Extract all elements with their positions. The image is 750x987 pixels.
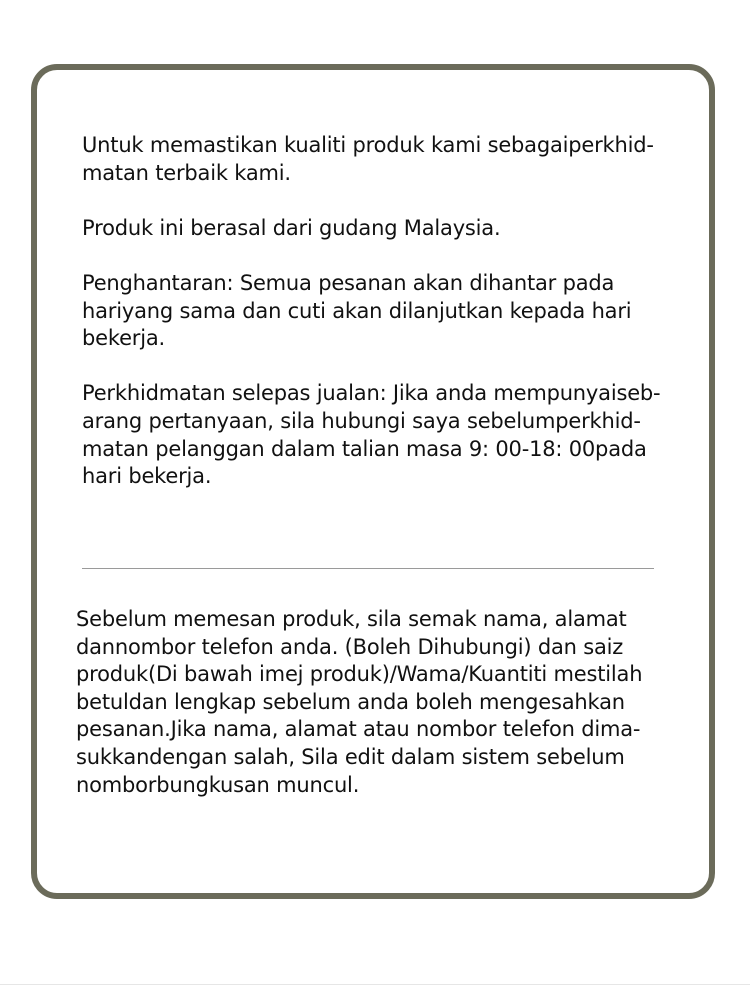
bottom-edge-line [0, 984, 750, 985]
quality-paragraph: Untuk memastikan kualiti produk kami sebagaiperkhid- matan terbaik kami. [82, 133, 654, 185]
info-card [31, 64, 715, 899]
after-sales-paragraph: Perkhidmatan selepas jualan: Jika anda mempunyaiseb- arang pertanyaan, sila hubungi saya sebelumperkhid- matan pelanggan dalam talian masa 9: 00-18: 00pada hari bekerja. [82, 381, 661, 489]
shipping-paragraph: Penghantaran: Semua pesanan akan dihantar pada hariyang sama dan cuti akan dilanjutkan kepada hari bekerja. [82, 270, 632, 351]
order-notice-paragraph: Sebelum memesan produk, sila semak nama, alamat dannombor telefon anda. (Boleh Dihubungi) dan saiz produk(Di bawah imej produk)/Wama/Kuantiti mestilah betuldan lengkap sebelum anda boleh mengesahkan pesanan.Jika nama, alamat atau nombor telefon dima- sukkandengan salah, Sila edit dalam sistem sebelum nomborbungkusan muncul. [76, 607, 643, 797]
origin-paragraph: Produk ini berasal dari gudang Malaysia. [82, 215, 501, 240]
order-notice-section [76, 606, 686, 799]
section-divider [82, 568, 654, 569]
info-section [82, 132, 682, 518]
